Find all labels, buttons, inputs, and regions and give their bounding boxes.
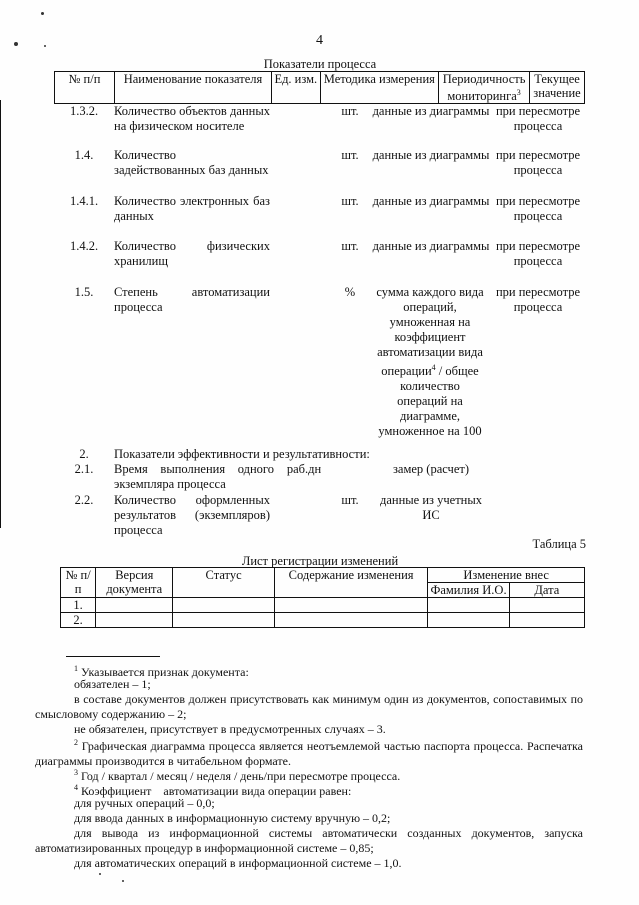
- page-number: 4: [316, 33, 323, 48]
- row-name: Количество задействованных баз данных: [114, 148, 269, 177]
- footnote-text: для вывода из информационной системы автоматически созданных документов, запуска автоматизированных процедур в информационной системе – 0,85;: [35, 826, 583, 855]
- row-unit: шт.: [341, 104, 359, 118]
- footnote-ref-3: 3: [516, 88, 521, 97]
- row-method: данные из диаграммы: [372, 148, 490, 162]
- row-unit: %: [344, 285, 356, 299]
- changes-table: [60, 567, 585, 628]
- row-period: при пересмотре процесса: [495, 194, 581, 223]
- row-method-part: / общее количество операций на диаграмме, умноженное на 100: [378, 364, 482, 439]
- footnote-4-c: [35, 826, 583, 855]
- col-date-header: Дата: [509, 583, 584, 598]
- row-name: Количество электронных баз данных: [114, 194, 270, 223]
- footnote-mark: 2: [74, 738, 78, 747]
- cell: [96, 598, 173, 613]
- indicators-body: [54, 104, 585, 544]
- row-name: Степень автоматизации процесса: [114, 285, 270, 314]
- row-name: Время выполнения одного экземпляра процесса: [114, 462, 274, 491]
- row-unit: шт.: [341, 239, 359, 253]
- footnote-separator: [66, 656, 160, 657]
- table-row: [61, 598, 585, 613]
- footnote-ref-4: 4: [431, 363, 436, 372]
- row-num: 1.5.: [74, 285, 94, 299]
- cell: [274, 598, 428, 613]
- footnote-text: Коэффициент автоматизации вида операции равен:: [78, 784, 352, 798]
- footnote-1-c: не обязателен, присутствует в предусмотренных случаях – 3.: [74, 722, 386, 736]
- changes-caption: Лист регистрации изменений: [241, 554, 399, 568]
- row-unit: шт.: [341, 194, 359, 208]
- cell: [428, 613, 509, 628]
- row-method-part: сумма каждого вида операций, умноженная на коэффициент автоматизации вида операции: [376, 285, 484, 379]
- footnote-text: Год / квартал / месяц / неделя / день/при пересмотре процесса.: [78, 769, 401, 783]
- row-unit: шт.: [341, 493, 359, 507]
- table-row: [61, 613, 585, 628]
- row-method: данные из диаграммы: [372, 239, 490, 253]
- row-name: Количество физических хранилищ: [114, 239, 270, 268]
- col-value-header: Текущее значение: [530, 72, 585, 104]
- row-name: Количество объектов данных на физическом носителе: [114, 104, 270, 133]
- row-method: замер (расчет): [392, 462, 470, 476]
- col-period-header: [439, 72, 530, 104]
- footnote-4-b: для ввода данных в информационную систему вручную – 0,2;: [74, 811, 391, 825]
- col-version-header: Версия документа: [96, 568, 173, 598]
- footnote-mark: 1: [74, 664, 78, 673]
- row-name: Количество оформленных результатов (экземпляров) процесса: [114, 493, 270, 537]
- table-label: Таблица 5: [532, 537, 586, 551]
- col-unit-header: Ед. изм.: [272, 72, 320, 104]
- col-content-header: Содержание изменения: [274, 568, 428, 598]
- row-num: 2.: [79, 447, 89, 461]
- row-num: 1.4.2.: [69, 239, 99, 253]
- cell: [173, 613, 274, 628]
- row-unit: шт.: [341, 148, 359, 162]
- footnote-4-a: для ручных операций – 0,0;: [74, 796, 215, 810]
- footnote-1-b: [35, 692, 583, 721]
- cell: [509, 598, 584, 613]
- col-num-header: № п/п: [55, 72, 115, 104]
- cell: [173, 598, 274, 613]
- indicators-table-header: [54, 71, 585, 104]
- row-period: при пересмотре процесса: [495, 285, 581, 314]
- row-method: данные из учетных ИС: [380, 493, 482, 522]
- row-period: при пересмотре процесса: [495, 148, 581, 177]
- col-period-label: Периодичность мониторинга: [442, 72, 526, 104]
- row-unit: раб.дн: [286, 462, 322, 476]
- scan-speck: [41, 12, 44, 15]
- footnote-2: [35, 736, 583, 768]
- footnote-1-a: обязателен – 1;: [74, 677, 151, 691]
- cell: [428, 598, 509, 613]
- footnote-text: в составе документов должен присутствовать как минимум один из документов, сопоставимых по смысловому содержанию – 2;: [35, 692, 583, 721]
- col-name-header: Наименование показателя: [114, 72, 271, 104]
- row-num: 1.4.: [74, 148, 94, 162]
- footnote-text: Графическая диаграмма процесса является неотъемлемой частью паспорта процесса. Распечатка диаграммы производится в читабельном формате.: [35, 739, 583, 768]
- row-num: 1.: [61, 598, 96, 613]
- col-status-header: Статус: [173, 568, 274, 598]
- indicators-caption: Показатели процесса: [263, 57, 377, 71]
- col-surname-header: Фамилия И.О.: [428, 583, 509, 598]
- col-num-header: № п/п: [61, 568, 96, 598]
- row-method: [374, 285, 486, 439]
- scan-speck: [122, 880, 124, 882]
- row-num: 2.2.: [74, 493, 94, 507]
- left-border: [0, 100, 1, 528]
- row-method: данные из диаграммы: [372, 194, 490, 208]
- col-method-header: Методика измерения: [320, 72, 439, 104]
- row-period: при пересмотре процесса: [495, 104, 581, 133]
- row-method: данные из диаграммы: [372, 104, 490, 118]
- row-period: при пересмотре процесса: [495, 239, 581, 268]
- cell: [96, 613, 173, 628]
- col-changed-by-header: Изменение внес: [428, 568, 585, 583]
- row-num: 1.4.1.: [69, 194, 99, 208]
- row-num: 1.3.2.: [69, 104, 99, 118]
- row-num: 2.: [61, 613, 96, 628]
- footnote-mark: 4: [74, 783, 78, 792]
- row-num: 2.1.: [74, 462, 94, 476]
- footnote-mark: 3: [74, 768, 78, 777]
- section-title: Показатели эффективности и результативности:: [114, 447, 370, 461]
- scan-speck: [99, 873, 101, 875]
- cell: [274, 613, 428, 628]
- footnote-4-d: для автоматических операций в информационной системе – 1,0.: [74, 856, 402, 870]
- cell: [509, 613, 584, 628]
- footnote-text: Указывается признак документа:: [78, 665, 249, 679]
